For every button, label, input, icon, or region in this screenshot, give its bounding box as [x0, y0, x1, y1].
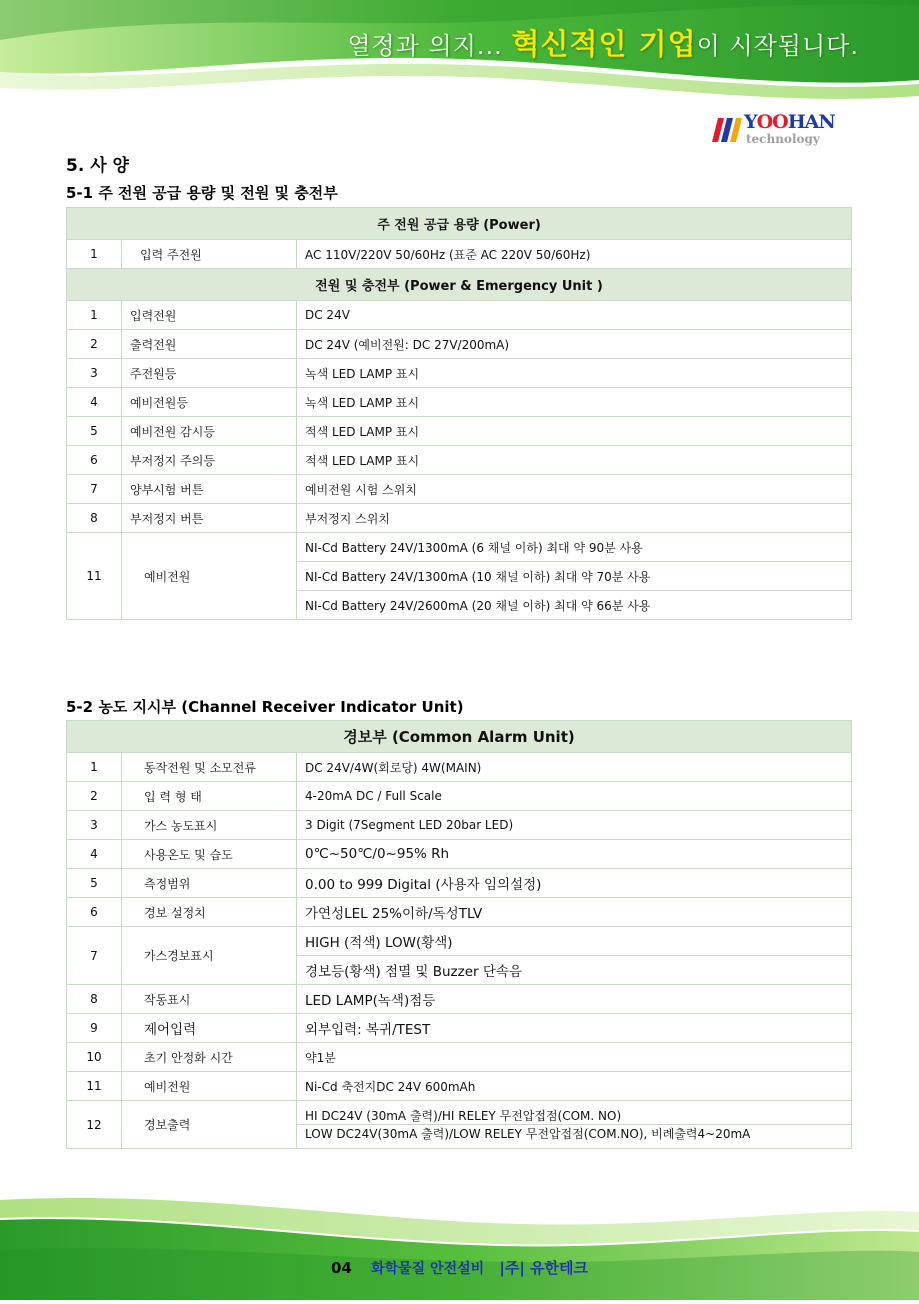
table-row [67, 1101, 852, 1125]
row-item: 주전원등 [122, 359, 297, 388]
table-row [67, 782, 852, 811]
row-value: 3 Digit (7Segment LED 20bar LED) [297, 811, 852, 840]
row-value: 예비전원 시험 스위치 [297, 475, 852, 504]
row-item: 가스 농도표시 [122, 811, 297, 840]
row-item: 입 력 형 태 [122, 782, 297, 811]
row-number: 1 [67, 753, 122, 782]
row-value: 적색 LED LAMP 표시 [297, 446, 852, 475]
section-title-spec: 5. 사 양 [66, 156, 129, 176]
power-spec-table [66, 207, 852, 620]
row-value: NI-Cd Battery 24V/1300mA (10 채널 이하) 최대 약 70분 사용 [297, 562, 852, 591]
row-value: NI-Cd Battery 24V/2600mA (20 채널 이하) 최대 약 66분 사용 [297, 591, 852, 620]
row-item: 동작전원 및 소모전류 [122, 753, 297, 782]
row-value: LED LAMP(녹색)점등 [297, 985, 852, 1014]
row-number: 2 [67, 330, 122, 359]
row-value: 적색 LED LAMP 표시 [297, 417, 852, 446]
row-number: 11 [67, 533, 122, 620]
table-row [67, 840, 852, 869]
row-item: 측정범위 [122, 869, 297, 898]
table-row [67, 388, 852, 417]
table-row [67, 1014, 852, 1043]
table-row [67, 898, 852, 927]
table-row [67, 985, 852, 1014]
row-number: 6 [67, 898, 122, 927]
row-item: 초기 안정화 시간 [122, 1043, 297, 1072]
row-item: 부저정지 버튼 [122, 504, 297, 533]
row-number: 8 [67, 985, 122, 1014]
slogan-emphasis: 혁신적인 기업 [511, 27, 697, 61]
row-value: 외부입력: 복귀/TEST [297, 1014, 852, 1043]
section-title-power: 5-1 주 전원 공급 용량 및 전원 및 충전부 [66, 184, 338, 202]
page-footer [0, 1257, 919, 1278]
table-row [67, 869, 852, 898]
table-row [67, 240, 852, 269]
table-row [67, 359, 852, 388]
row-value: Ni-Cd 축전지DC 24V 600mAh [297, 1072, 852, 1101]
row-item: 양부시험 버튼 [122, 475, 297, 504]
row-item: 예비전원 [122, 533, 297, 620]
row-item: 가스경보표시 [122, 927, 297, 985]
row-number: 3 [67, 359, 122, 388]
row-item: 사용온도 및 습도 [122, 840, 297, 869]
row-item: 작동표시 [122, 985, 297, 1014]
footer-company: |주| 유한테크 [499, 1259, 589, 1277]
row-number: 8 [67, 504, 122, 533]
table-row [67, 533, 852, 562]
row-number: 1 [67, 301, 122, 330]
row-value: AC 110V/220V 50/60Hz (표준 AC 220V 50/60Hz) [297, 240, 852, 269]
row-number: 9 [67, 1014, 122, 1043]
row-number: 12 [67, 1101, 122, 1149]
table-row [67, 330, 852, 359]
unit-header: 전원 및 충전부 (Power & Emergency Unit ) [67, 269, 852, 301]
row-value: DC 24V/4W(회로당) 4W(MAIN) [297, 753, 852, 782]
row-item: 부저정지 주의등 [122, 446, 297, 475]
table-header-row [67, 721, 852, 753]
row-number: 4 [67, 840, 122, 869]
row-item: 경보출력 [122, 1101, 297, 1149]
table-row [67, 301, 852, 330]
row-item: 입력전원 [122, 301, 297, 330]
table-row [67, 1072, 852, 1101]
logo-subtitle: technology [746, 132, 820, 146]
alarm-header: 경보부 (Common Alarm Unit) [67, 721, 852, 753]
table-row [67, 446, 852, 475]
row-number: 6 [67, 446, 122, 475]
bottom-banner [0, 1190, 919, 1300]
row-item: 예비전원등 [122, 388, 297, 417]
row-number: 4 [67, 388, 122, 417]
row-item: 제어입력 [122, 1014, 297, 1043]
row-number: 2 [67, 782, 122, 811]
table-header-row [67, 208, 852, 240]
row-number: 1 [67, 240, 122, 269]
row-number: 5 [67, 417, 122, 446]
top-banner [0, 0, 919, 110]
row-value: LOW DC24V(30mA 출력)/LOW RELEY 무전압접점(COM.NO), 비례출력4~20mA [297, 1125, 852, 1149]
power-header: 주 전원 공급 용량 (Power) [67, 208, 852, 240]
row-value: HI DC24V (30mA 출력)/HI RELEY 무전압접점(COM. NO) [297, 1101, 852, 1125]
table-row [67, 1043, 852, 1072]
slogan [347, 22, 859, 63]
table-row [67, 417, 852, 446]
row-value: 가연성LEL 25%이하/독성TLV [297, 898, 852, 927]
row-number: 3 [67, 811, 122, 840]
slogan-post: 이 시작됩니다. [696, 32, 859, 60]
row-number: 5 [67, 869, 122, 898]
row-item: 예비전원 감시등 [122, 417, 297, 446]
row-value: 4-20mA DC / Full Scale [297, 782, 852, 811]
table-row [67, 753, 852, 782]
logo-stripes-icon [708, 116, 744, 142]
alarm-spec-table [66, 720, 852, 1149]
row-value: DC 24V [297, 301, 852, 330]
footer-category: 화학물질 안전설비 [371, 1261, 485, 1277]
row-value: HIGH (적색) LOW(황색) [297, 927, 852, 956]
page-number: 04 [330, 1259, 352, 1277]
company-logo [706, 110, 856, 154]
row-value: DC 24V (예비전원: DC 27V/200mA) [297, 330, 852, 359]
table-row [67, 811, 852, 840]
table-row [67, 504, 852, 533]
row-value: 0℃~50℃/0~95% Rh [297, 840, 852, 869]
logo-brand: YOOHAN [744, 111, 835, 133]
section-title-indicator: 5-2 농도 지시부 (Channel Receiver Indicator Unit) [66, 698, 464, 716]
row-item: 경보 설정치 [122, 898, 297, 927]
row-number: 10 [67, 1043, 122, 1072]
row-item: 출력전원 [122, 330, 297, 359]
row-number: 7 [67, 927, 122, 985]
row-value: 약1분 [297, 1043, 852, 1072]
table-header-row [67, 269, 852, 301]
row-value: 녹색 LED LAMP 표시 [297, 359, 852, 388]
slogan-pre: 열정과 의지... [347, 32, 512, 60]
row-value: 부저정지 스위치 [297, 504, 852, 533]
row-number: 7 [67, 475, 122, 504]
row-item: 예비전원 [122, 1072, 297, 1101]
row-value: NI-Cd Battery 24V/1300mA (6 채널 이하) 최대 약 90분 사용 [297, 533, 852, 562]
footer-wave-graphic [0, 1190, 919, 1300]
table-row [67, 927, 852, 956]
row-value: 0.00 to 999 Digital (사용자 임의설정) [297, 869, 852, 898]
row-number: 11 [67, 1072, 122, 1101]
row-value: 녹색 LED LAMP 표시 [297, 388, 852, 417]
row-item: 입력 주전원 [122, 240, 297, 269]
table-row [67, 475, 852, 504]
row-value: 경보등(황색) 점멸 및 Buzzer 단속음 [297, 956, 852, 985]
